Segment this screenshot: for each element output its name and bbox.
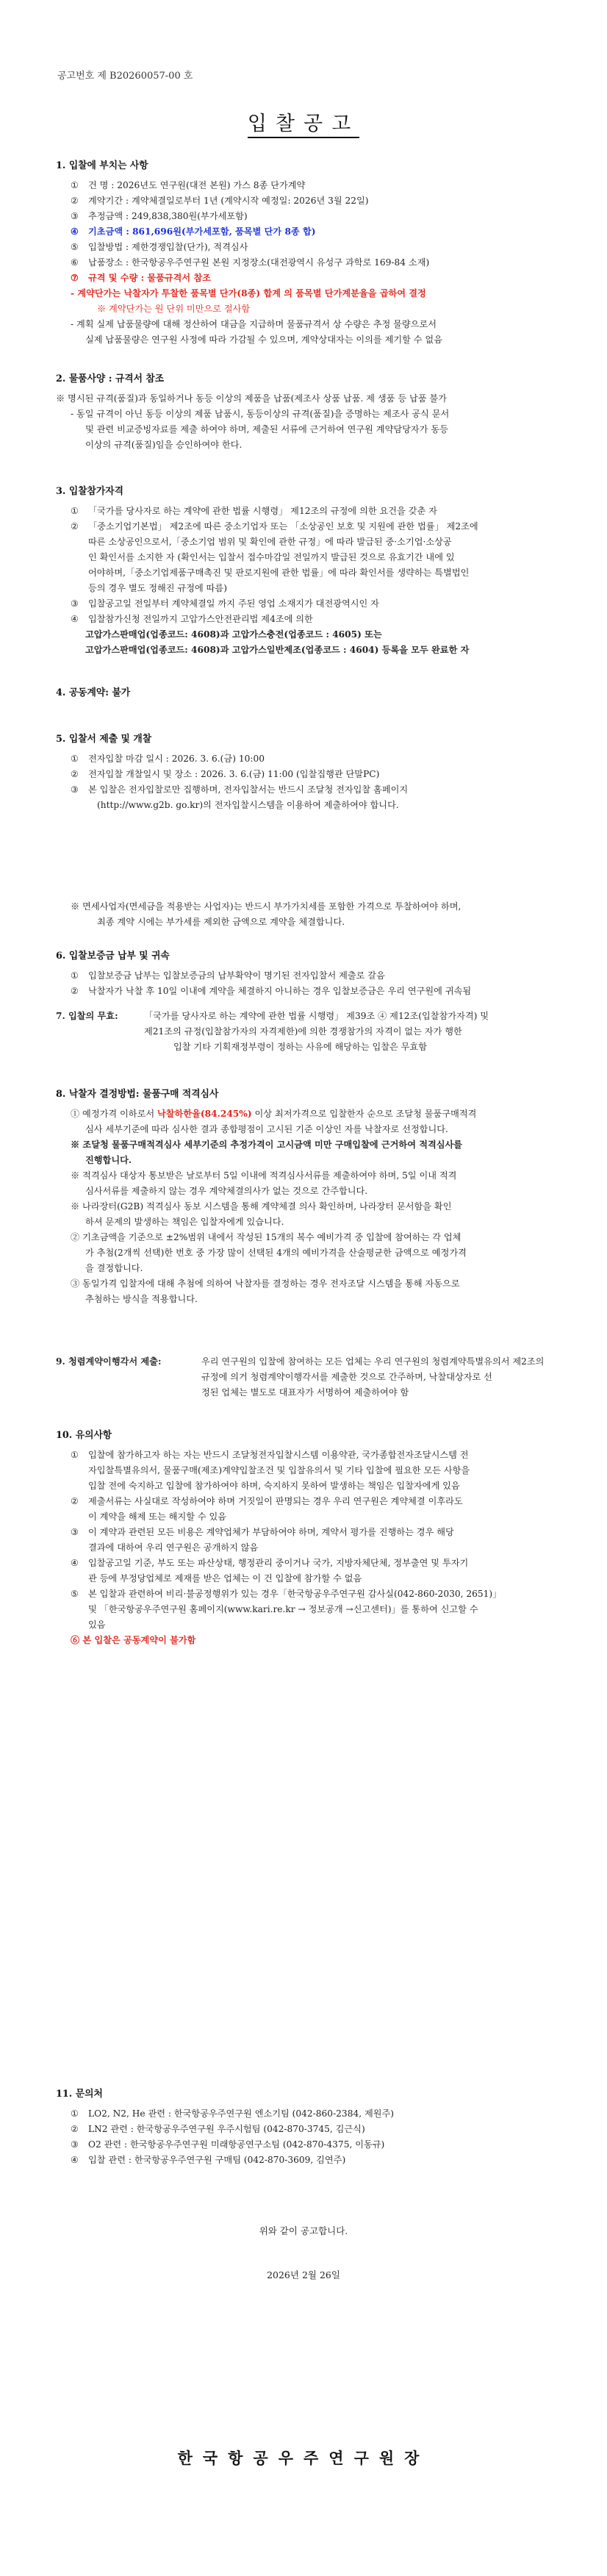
item-number: ④ [71,614,79,624]
note-item [71,1586,556,1633]
contact-item [71,2106,556,2122]
contacts-list [56,2106,556,2168]
item-text: 기초금액 : 861,696원(부가세포함, 품목별 단가 8종 합) [88,226,316,237]
item-line: 따른 소상공인으로서,「중소기업 범위 및 확인에 관한 규정」에 따라 발급된 중·소기업·소상공 [88,537,452,547]
section-specification [56,371,556,453]
item-number: ① [71,506,79,516]
item-line: 본 입찰과 관련하여 비리·불공정행위가 있는 경우「한국항공우주연구원 감사실(042-860-2030, 2651)」 [88,1589,502,1599]
bid-item [71,224,556,240]
item-text: 계약기간 : 계약체결일로부터 1년 (계약시작 예정일: 2026년 3월 22일) [88,196,369,206]
item-body [88,1494,463,1525]
bid-item [71,178,556,193]
item-line: 이 계약을 해제 또는 해지할 수 있음 [88,1511,227,1522]
item-text: 건 명 : 2026년도 연구원(대전 본원) 가스 8종 단가계약 [88,180,306,190]
bid-items-list [56,178,556,286]
item-text: LO2, N2, He 관련 : 한국항공우주연구원 엔소기팀 (042-860-2384, 제원주) [88,2108,395,2119]
section-heading: 5. 입찰서 제출 및 개찰 [56,734,152,745]
item-number: ② [71,196,79,206]
item-line: 관 등에 부정당업체로 제재를 받은 업체는 이 건 입찰에 참가할 수 없음 [88,1573,362,1584]
award-note: ※ 나라장터(G2B) 적격심사 동보 시스템을 통해 계약체결 의사 확인하며, 나라장터 문서함을 확인 [71,1201,452,1212]
item-line: 입찰공고일 전일부터 계약체결일 까지 주된 영업 소재지가 대전광역시인 자 [88,598,379,609]
item-text: 입찰보증금 납부는 입찰보증금의 납부확약이 명기된 전자입찰서 제출로 갈음 [88,970,385,981]
item-line: 어야하며,「중소기업제품구매촉진 및 판로지원에 관한 법률」에 따라 확인서를 생략하는 특별법인 [88,568,470,578]
item-text: 납품장소 : 한국항공우주연구원 본원 지정장소(대전광역시 유성구 과학로 169-84 소재) [88,257,430,268]
invalid-bid-line: 입찰 기타 기획재정부령이 정하는 사유에 해당하는 입찰은 무효함 [173,1042,427,1052]
spec-line: - 동일 규격이 아닌 동등 이상의 제품 납품시, 동등이상의 규격(품질)을 증명하는 제조사 공식 문서 [71,409,450,419]
item-body [88,1586,501,1633]
item-line: 입찰참가신청 전일까지 고압가스안전관리법 제4조에 의한 [88,614,313,624]
bid-item [71,193,556,209]
award-note: ※ 적격심사 대상자 통보받은 날로부터 5일 이내에 적격심사서류를 제출하여야 하며, 5일 이내 적격 [71,1170,457,1181]
item-line: 등의 경우 별도 정해진 규정에 따름) [88,583,227,593]
note-item [71,1525,556,1556]
item-text: 낙찰자가 낙찰 후 10일 이내에 계약을 체결하지 아니하는 경우 입찰보증금은 우리 연구원에 귀속됨 [88,986,472,996]
item-number: ④ [71,1558,79,1568]
vat-note: ※ 면세사업자(면세금을 적용받는 사업자)는 반드시 부가가치세를 포함한 가격으로 투찰하여야 하며, 최종 계약 시에는 부가세를 제외한 금액으로 계약을 체결합니다. [71,901,461,927]
invalid-bid-line: 「국가를 당사자로 하는 계약에 관한 법률 시행령」 제39조 ④ 제12조(입찰참가자격) 및 [144,1011,489,1021]
item-line: 결과에 대하여 우리 연구원은 공개하지 않음 [88,1542,259,1553]
item-text: LN2 관련 : 한국항공우주연구원 우주시험팀 (042-870-3745, 김근식) [88,2124,365,2134]
item-number: ① [71,970,79,981]
section-submission [56,731,556,813]
item-text: O2 관련 : 한국항공우주연구원 미래항공연구소팀 (042-870-4375, 이동규) [88,2139,385,2150]
bid-item [71,271,556,286]
notice-number: 공고번호 제 B20260057-00 호 [57,71,193,82]
item-number: ② [71,986,79,996]
qualification-item [71,612,556,627]
submission-item [71,782,556,798]
registration-line: 고압가스판매업(업종코드: 4608)과 고압가스충전(업종코드 : 4605) 또는 [85,629,382,640]
item-number: ⑦ [71,273,79,283]
invalid-bid-line: 제21조의 규정(입찰참가자의 자격제한)에 의한 경쟁참가의 자격이 없는 자가 행한 [144,1026,462,1037]
unit-price-subnote: ※ 계약단가는 원 단위 미만으로 절사함 [97,304,251,314]
item-number: ④ [71,226,79,237]
notes-list [56,1448,556,1633]
qualification-item [71,596,556,612]
quantity-note-line: 실제 납품물량은 연구원 사정에 따라 가감될 수 있으며, 계약상대자는 이의를 제기할 수 없음 [85,334,442,345]
item-line: 입찰에 참가하고자 하는 자는 반드시 조달청전자입찰시스템 이용약관, 국가종합전자조달시스템 전 [88,1450,469,1460]
lower-limit-rate: 낙찰하한율(84.245%) [157,1109,252,1119]
item-number: ③ [71,784,79,795]
contact-item [71,2137,556,2153]
item-line: 있음 [88,1620,106,1630]
section-heading: 8. 낙찰자 결정방법: 물품구매 적격심사 [56,1089,219,1100]
section-joint-contract [56,685,556,705]
section-bid-items [56,158,556,348]
bid-item [71,209,556,224]
award-warning: ※ 조달청 물품구매적격심사 세부기준의 추정가격이 고시금액 미만 구매입찰에 근거하여 적격심사를 [71,1139,463,1150]
section-integrity-pledge: 9. 청렴계약이행각서 제출: 우리 연구원의 입찰에 참여하는 모든 업체는 우리 연구원의 청렴계약특별유의서 제2조의 규정에 의거 청렴계약이행각서를 제출한 것으로 간주하며, 낙찰대상자로 선 정된 업체는 별도로 대표자가 서명하여 제출하여야 함 [56,1354,556,1400]
qualification-list [56,504,556,627]
item-number: ① [71,2108,79,2119]
item-number: ② [71,2124,79,2134]
item-number: ③ [71,2139,79,2150]
item-text: 규격 및 수량 : 물품규격서 참조 [88,273,211,283]
g2b-url-line: (http://www.g2b. go.kr)의 전자입찰시스템을 이용하여 제출하여야 합니다. [97,800,399,810]
item-number: ③ [71,211,79,221]
section-heading: 10. 유의사항 [56,1430,112,1441]
item-number: ① [71,180,79,190]
section-heading: 1. 입찰에 부치는 사항 [56,160,148,171]
contact-item [71,2153,556,2168]
section-award-method: 8. 낙찰자 결정방법: 물품구매 적격심사 ① 예정가격 이하로서 낙찰하한율(84.245%) 이상 최저가격으로 입찰한자 순으로 조달청 물품구매적격 심사 세부기준에 따라 심사한 결과 종합평점이 고시된 기준 이상인 자를 낙찰자로 선정합니다. ※ 조달청 물품구매적격심사 세부기준의 추정가격이 고시금액 미만 구매입찰에 근거하여 적격심사를 진행합니다. ※ 적격심사 대상자 통보받은 날로부터 5일 이내에 적격심사서류를 제출하여야 하며, 5일 이내 적격 심사서류를 제출하지 않는 경우 계약체결의사가 없는 것으로 간주합니다. ※ 나라장터(G2B) 적격심사 동보 시스템을 통해 계약체결 의사 확인하며, 나라장터 문서함을 확인 하셔 문제의 발생하는 책임은 입찰자에게 있습니다. ② 기초금액을 기준으로 ±2%범위 내에서 작성된 15개의 복수 예비가격 중 입찰에 참여하는 각 업체 가 추첨(2개씩 선택)한 번호 중 가장 많이 선택된 4개의 예비가격을 산술평균한 금액으로 예정가격 을 결정합니다. ③ 동일가격 입찰자에 대해 추첨에 의하여 낙찰자를 결정하는 경우 전자조달 시스템을 통해 자동으로 추첨하는 방식을 적용합니다. [56,1087,556,1307]
submission-list [56,751,556,798]
item-body [88,596,379,612]
item-text: 전자입찰 개찰일시 및 장소 : 2026. 3. 6.(금) 11:00 (입찰집행관 단말PC) [88,769,380,779]
item-line: 및 「한국항공우주연구원 홈페이지(www.kari.re.kr → 정보공개 →신고센터)」를 통하여 신고할 수 [88,1604,478,1614]
item-body [88,1556,468,1586]
item-body [88,504,437,519]
item-line: 이 계약과 관련된 모든 비용은 계약업체가 부담하여야 하며, 계약서 평가를 진행하는 경우 해당 [88,1527,454,1537]
note-item [71,1494,556,1525]
section-heading: 9. 청렴계약이행각서 제출: [56,1356,162,1367]
item-text: 입찰 관련 : 한국항공우주연구원 구매팀 (042-870-3609, 김연주) [88,2155,346,2165]
section-notes [56,1428,556,1648]
item-number: ⑤ [71,242,79,252]
item-number: ② [71,769,79,779]
qualification-item [71,519,556,596]
issuing-organization: 한국항공우주연구원장 [177,2449,430,2467]
note-item [71,1556,556,1586]
item-number: ⑥ [71,257,79,268]
award-item-1: ① 예정가격 이하로서 낙찰하한율(84.245%) 이상 최저가격으로 입찰한자 순으로 조달청 물품구매적격 [71,1109,477,1119]
section-qualification [56,484,556,658]
item-body [88,519,478,596]
section-heading: 4. 공동계약: 불가 [56,687,131,698]
item-text: 추정금액 : 249,838,380원(부가세포함) [88,211,248,221]
item-text: 전자입찰 마감 일시 : 2026. 3. 6.(금) 10:00 [88,754,265,764]
item-number: ② [71,1496,79,1506]
bid-item [71,240,556,255]
spec-line: ※ 명시된 규격(품질)과 동일하거나 동등 이상의 제품을 납품(제조사 상품 납품. 제 생품 등 납품 불가 [56,393,447,404]
item-number: ③ [71,598,79,609]
joint-contract-notice: ⑥ 본 입찰은 공동계약이 불가함 [71,1635,196,1645]
registration-line: 고압가스판매업(업종코드: 4608)과 고압가스일반제조(업종코드 : 4604) 등록을 모두 완료한 자 [85,645,470,655]
item-number: ⑤ [71,1589,79,1599]
item-body [88,612,313,627]
bid-bond-list [56,968,556,999]
page-title: 입찰공고 [0,107,607,136]
spec-line: 및 관련 비교증빙자료를 제출 하여야 하며, 제출된 서류에 근거하여 연구원 계약담당자가 동등 [85,424,448,434]
section-invalid-bid [56,1009,556,1055]
item-line: 인 확인서를 소지한 자 (확인서는 입찰서 접수마감일 전일까지 발급된 것으로 유효기간 내에 있 [88,552,455,562]
announcement-date: 2026년 2월 26일 [267,2269,340,2280]
item-number: ③ [71,1527,79,1537]
submission-item [71,751,556,767]
item-text: 본 입찰은 전자입찰로만 집행하며, 전자입찰서는 반드시 조달청 전자입찰 홈페이지 [88,784,409,795]
section-heading: 2. 물품사양 : 규격서 참조 [56,373,165,384]
note-item [71,1448,556,1494]
item-number: ② [71,521,79,532]
item-number: ① [71,1450,79,1460]
contact-item [71,2122,556,2137]
item-line: 자입찰특별유의서, 물품구매(제조)계약입찰조건 및 입찰유의서 및 기타 입찰에 필요한 모든 사항을 [88,1465,470,1475]
item-line: 입찰 전에 숙지하고 입찰에 참가하여야 하며, 숙지하지 못하여 발생하는 책임은 입찰자에게 있음 [88,1481,460,1491]
item-number: ④ [71,2155,79,2165]
submission-item [71,767,556,782]
section-bid-bond [56,948,556,999]
item-number: ① [71,754,79,764]
bid-bond-item [71,984,556,999]
item-body [88,1448,470,1494]
item-body [88,1525,454,1556]
item-line: 「국가를 당사자로 하는 계약에 관한 법률 시행령」 제12조의 규정에 의한 요건을 갖춘 자 [88,506,437,516]
award-item-3: ③ 동일가격 입찰자에 대해 추첨에 의하여 낙찰자를 결정하는 경우 전자조달 시스템을 통해 자동으로 [71,1278,460,1289]
spec-line: 이상의 규격(품질)임을 승인하여야 한다. [85,440,243,450]
item-line: 입찰공고일 기준, 부도 또는 파산상태, 행정관리 중이거나 국가, 지방자체단체, 정부출연 및 투자기 [88,1558,469,1568]
bid-bond-item [71,968,556,984]
qualification-item [71,504,556,519]
bid-item [71,255,556,271]
quantity-note-line: - 계획 실제 납품물량에 대해 정산하여 대금을 지급하며 물품규격서 상 수량은 추정 물량으로서 [71,319,437,329]
section-heading: 11. 문의처 [56,2089,103,2100]
section-heading: 6. 입찰보증금 납부 및 귀속 [56,951,170,962]
section-heading: 3. 입찰참가자격 [56,486,123,497]
item-text: 입찰방법 : 제한경쟁입찰(단가), 적격심사 [88,242,248,252]
item-line: 제출서류는 사실대로 작성하여야 하며 거짓일이 판명되는 경우 우리 연구원은 계약체결 이후라도 [88,1496,463,1506]
closing-text: 위와 같이 공고합니다. [259,2225,348,2236]
section-contacts [56,2086,556,2168]
section-heading: 7. 입찰의 무효: [56,1011,118,1021]
item-line: 「중소기업기본법」 제2조에 따른 중소기업자 또는 「소상공인 보호 및 지원에 관한 법률」 제2조에 [88,521,478,532]
unit-price-note: - 계약단가는 낙찰자가 투찰한 품목별 단가(8종) 합계 의 품목별 단가계분율을 곱하여 결정 [71,288,426,298]
award-item-2: ② 기초금액을 기준으로 ±2%범위 내에서 작성된 15개의 복수 예비가격 중 입찰에 참여하는 각 업체 [71,1232,461,1242]
